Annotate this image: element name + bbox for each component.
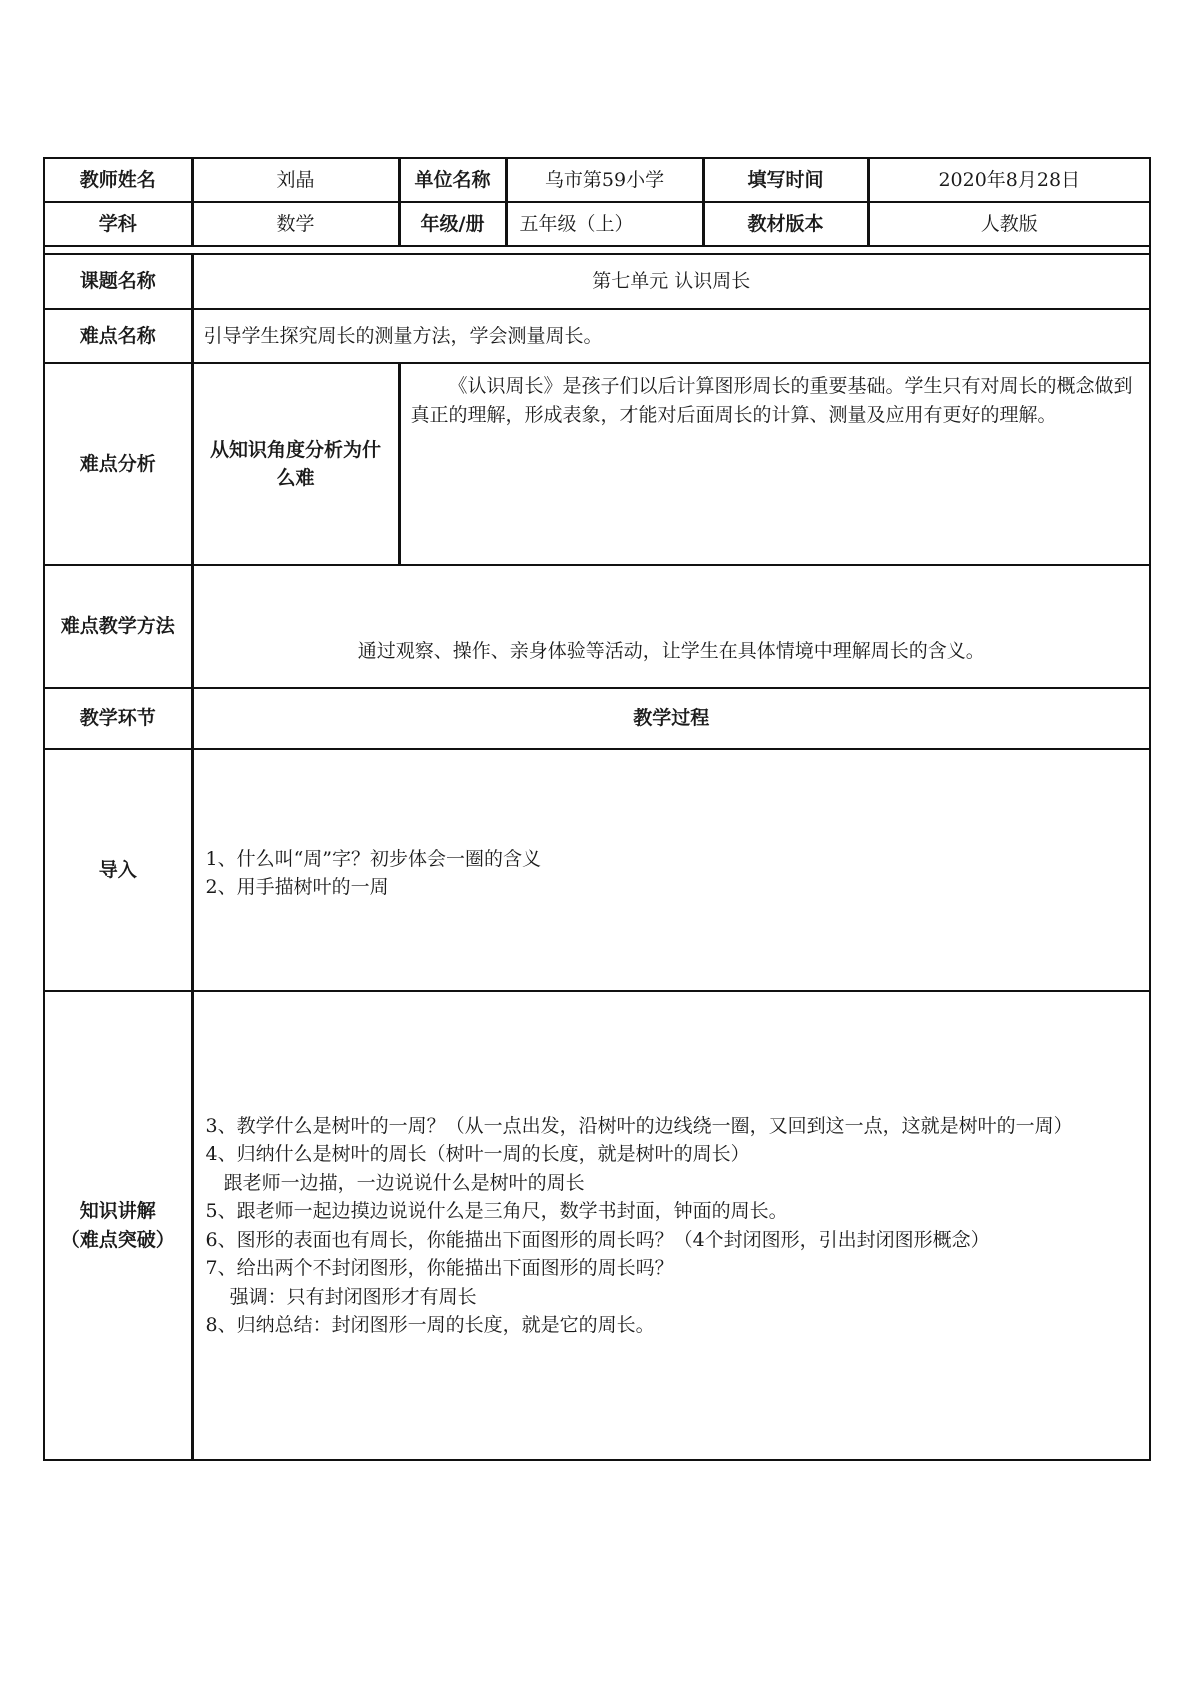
topic-label: 课题名称 [44,254,192,309]
teacher-label: 教师姓名 [44,158,192,202]
knowledge-label-line1: 知识讲解 [79,1200,156,1222]
topic-value: 第七单元 认识周长 [192,254,1150,309]
grade-value: 五年级（上） [506,202,703,246]
intro-content [192,749,1150,991]
analysis-label: 难点分析 [44,363,192,565]
difficulty-row [44,309,1150,363]
knowledge-line-3: 跟老师一边描，一边说说什么是树叶的周长 [205,1171,585,1194]
intro-line-2: 2、用手描树叶的一周 [205,876,389,898]
analysis-sub-label: 从知识角度分析为什么难 [192,363,399,565]
method-label: 难点教学方法 [44,565,192,688]
difficulty-label: 难点名称 [44,309,192,363]
spacer-cell [44,246,1150,254]
knowledge-line-1: 3、教学什么是树叶的一周？（从一点出发，沿树叶的边线绕一圈，又回到这一点，这就是树叶的一周） [205,1114,1073,1137]
intro-label: 导入 [44,749,192,991]
analysis-text-cell [399,363,1150,565]
topic-row [44,254,1150,309]
knowledge-row [44,991,1150,1460]
lesson-plan-table [43,157,1151,1461]
intro-row [44,749,1150,991]
knowledge-line-7: 强调：只有封闭图形才有周长 [205,1285,477,1308]
analysis-row [44,363,1150,565]
process-header-row [44,688,1150,749]
teacher-value: 刘晶 [192,158,399,202]
grade-label: 年级/册 [399,202,506,246]
spacer-row [44,246,1150,254]
knowledge-line-2: 4、归纳什么是树叶的周长（树叶一周的长度，就是树叶的周长） [205,1143,750,1165]
header-row-2 [44,202,1150,246]
subject-value: 数学 [192,202,399,246]
knowledge-content [192,991,1150,1460]
unit-value: 乌市第59小学 [506,158,703,202]
date-label: 填写时间 [703,158,868,202]
difficulty-value: 引导学生探究周长的测量方法，学会测量周长。 [192,309,1150,363]
knowledge-label-line2: （难点突破） [60,1228,175,1251]
method-row [44,565,1150,688]
date-value: 2020年8月28日 [868,158,1150,202]
stage-header: 教学环节 [44,688,192,749]
process-header: 教学过程 [192,688,1150,749]
knowledge-line-8: 8、归纳总结：封闭图形一周的长度，就是它的周长。 [205,1314,655,1336]
intro-line-1: 1、什么叫“周”字？初步体会一圈的含义 [205,847,542,870]
unit-label: 单位名称 [399,158,506,202]
edition-label: 教材版本 [703,202,868,246]
knowledge-label-cell [44,991,192,1460]
subject-label: 学科 [44,202,192,246]
header-row-1 [44,158,1150,202]
knowledge-line-5: 6、图形的表面也有周长，你能描出下面图形的周长吗？（4个封闭图形，引出封闭图形概念） [205,1228,990,1251]
edition-value: 人教版 [868,202,1150,246]
knowledge-line-6: 7、给出两个不封闭图形，你能描出下面图形的周长吗？ [205,1257,674,1279]
knowledge-line-4: 5、跟老师一起边摸边说说什么是三角尺，数学书封面，钟面的周长。 [205,1200,788,1222]
method-text: 通过观察、操作、亲身体验等活动，让学生在具体情境中理解周长的含义。 [192,565,1150,688]
analysis-text: 《认识周长》是孩子们以后计算图形周长的重要基础。学生只有对周长的概念做到真正的理解，形成表象，才能对后面周长的计算、测量及应用有更好的理解。 [410,375,1133,426]
